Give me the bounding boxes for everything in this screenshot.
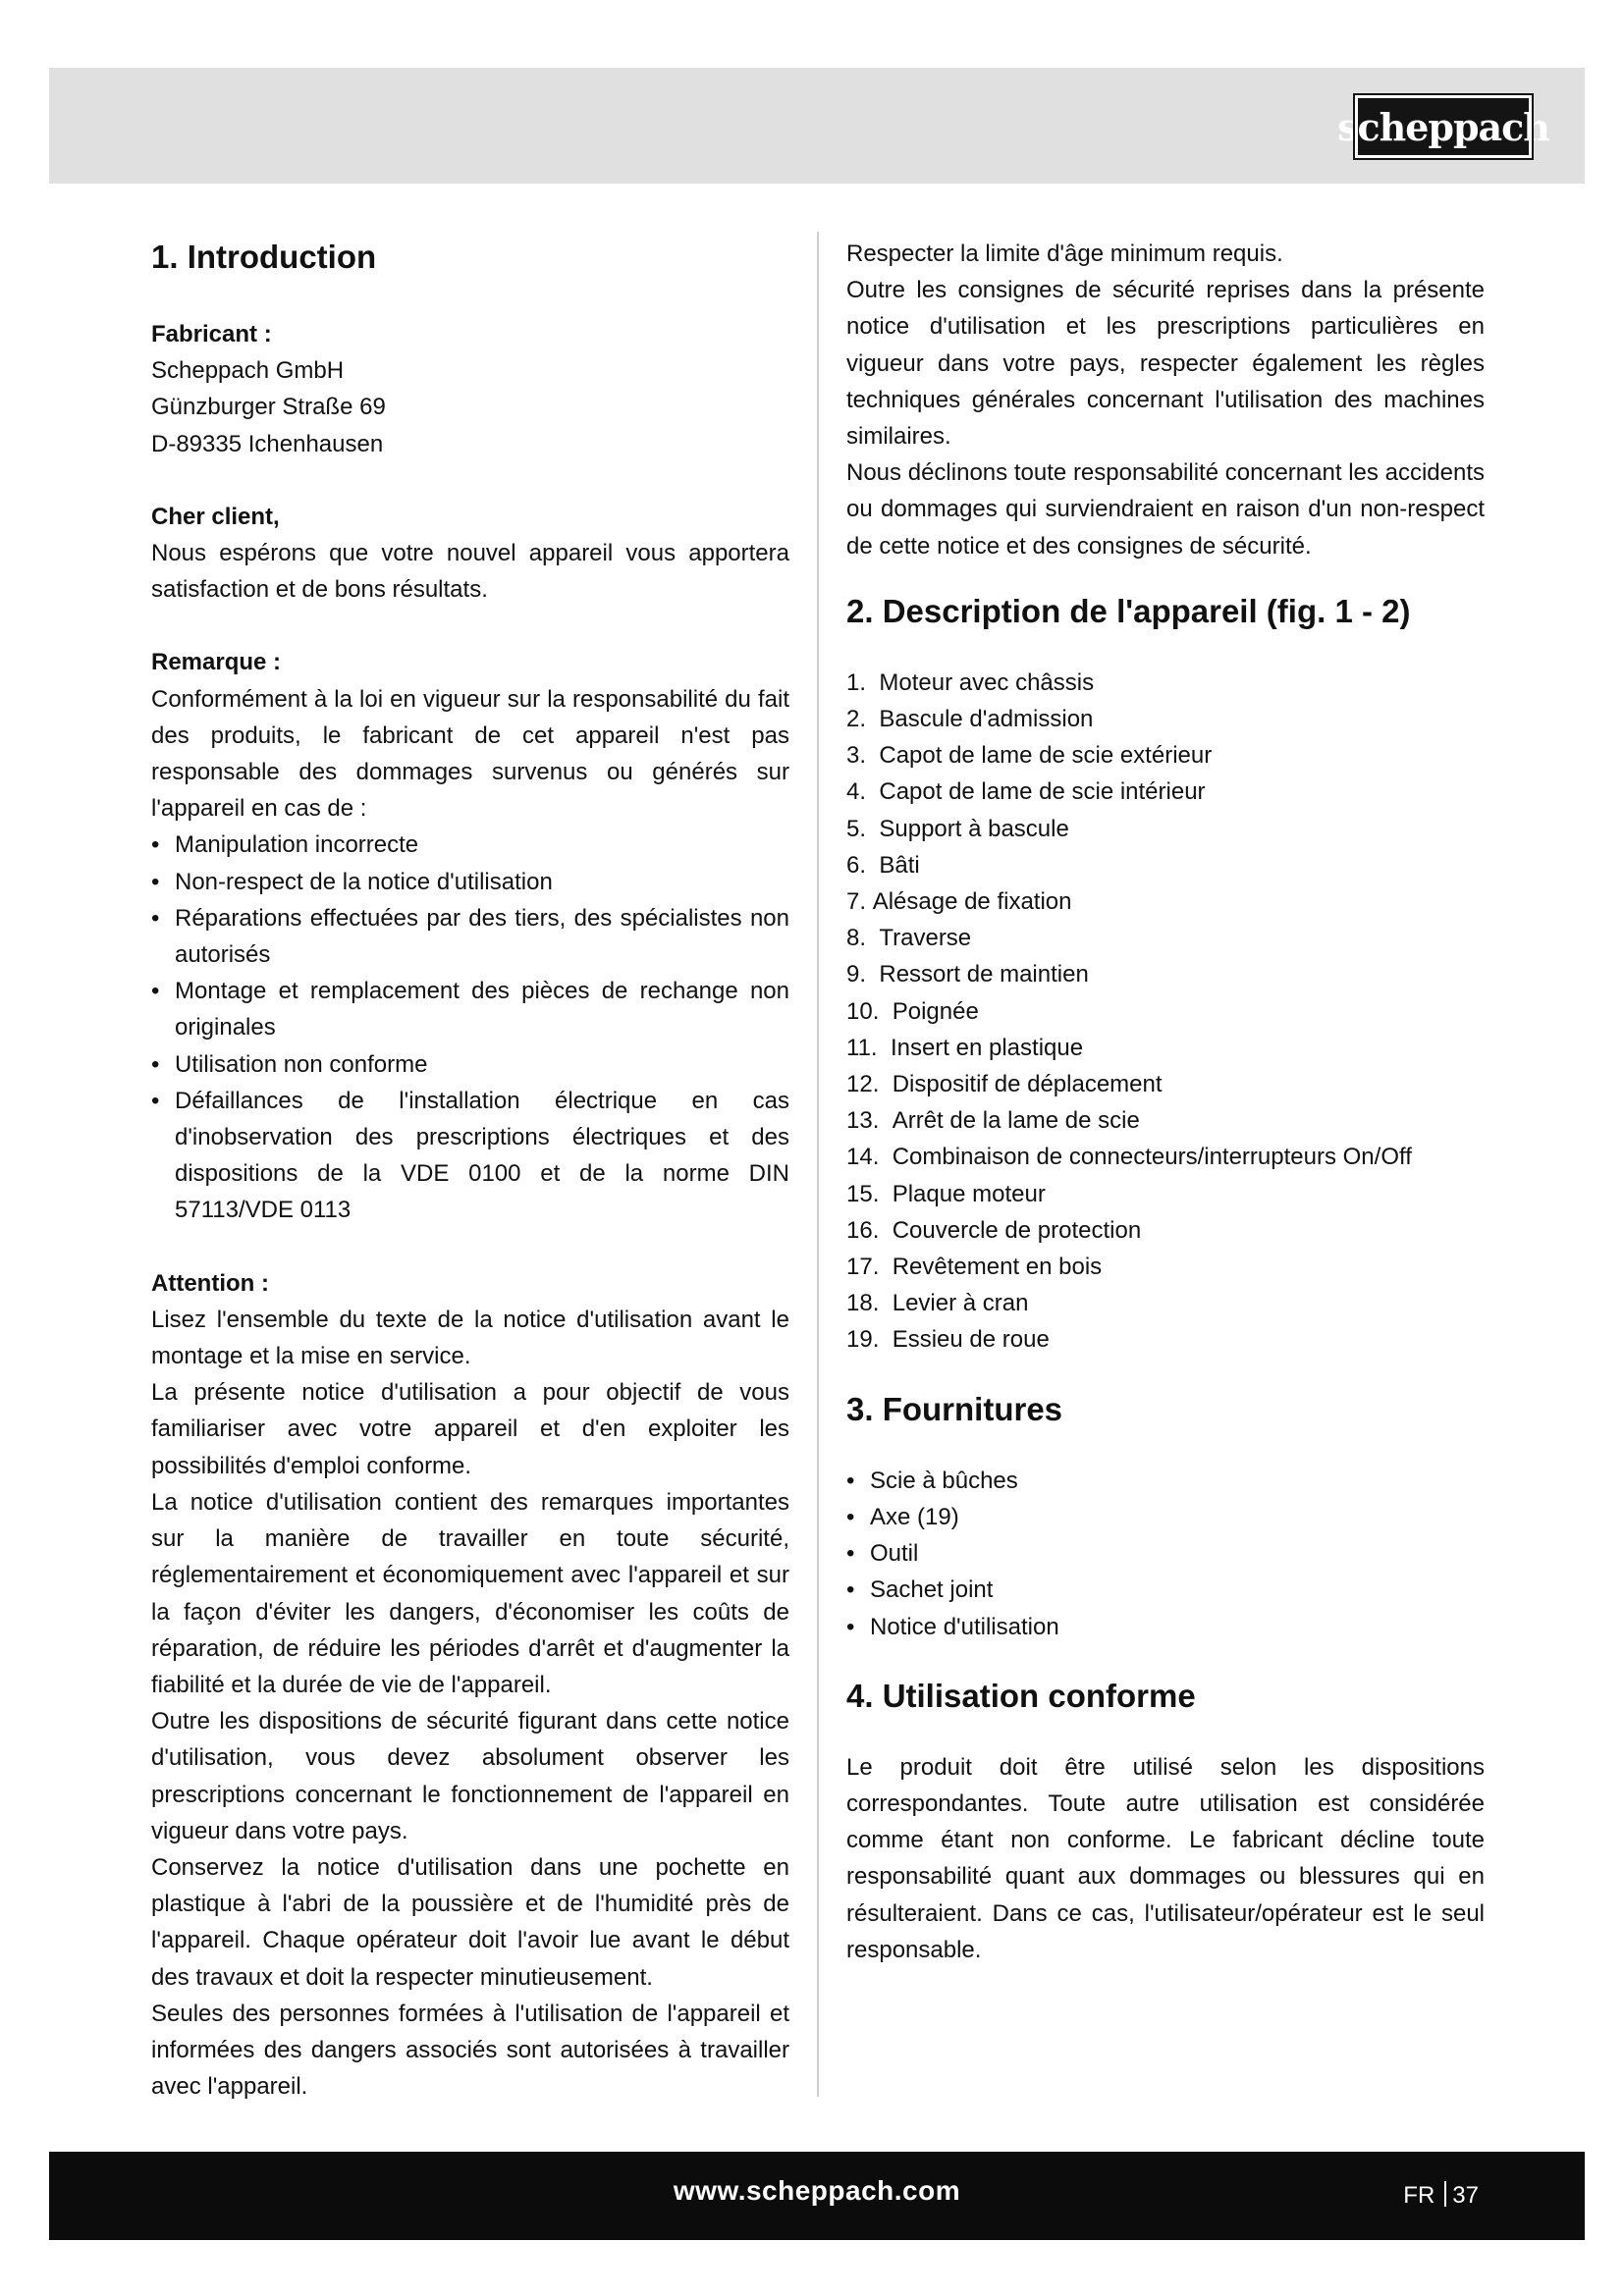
list-item: 15. Plaque moteur	[846, 1180, 1046, 1207]
list-item: • Défaillances de l'installation électrique en cas d'inobservation des prescriptions électriques et des dispositions de la VDE 0100 et de la norme DIN 57113/VDE 0113	[151, 1083, 789, 1229]
list-item: 4. Capot de lame de scie intérieur	[846, 778, 1206, 806]
column-divider	[817, 232, 819, 2097]
intended-use-text: Le produit doit être utilisé selon les dispositions correspondantes. Toute autre utilisation est considérée comme étant non conforme. Le fabricant décline toute responsabilité quant aux dommages ou blessures qui en résulteraient. Dans ce cas, l'utilisateur/opérateur est le seul responsable.	[846, 1753, 1485, 1963]
remarque-text: Conformément à la loi en vigueur sur la responsabilité du fait des produits, le fabricant de cet appareil n'est pas responsable des dommages survenus ou générés sur l'appareil en cas de :	[151, 685, 789, 823]
address-line: Günzburger Straße 69	[151, 394, 386, 421]
page-number: 37	[1452, 2182, 1479, 2209]
list-item: 10. Poignée	[846, 997, 979, 1025]
address-line: D-89335 Ichenhausen	[151, 430, 384, 457]
list-item: 9. Ressort de maintien	[846, 961, 1089, 988]
list-item: • Manipulation incorrecte	[151, 827, 789, 863]
parts-list	[846, 665, 1485, 1359]
page-indicator	[1403, 2181, 1479, 2210]
section-2-title: 2. Description de l'appareil (fig. 1 - 2)	[846, 592, 1411, 629]
list-item: • Montage et remplacement des pièces de rechange non originales	[151, 973, 789, 1045]
header-band	[49, 68, 1585, 184]
list-item: • Réparations effectuées par des tiers, des spécialistes non autorisés	[151, 900, 789, 973]
left-column	[151, 236, 789, 2105]
attention-paragraph: Seules des personnes formées à l'utilisation de l'appareil et informées des dangers associés sont autorisées à travailler avec l'appareil.	[151, 2000, 789, 2101]
list-item: • Outil	[846, 1535, 1485, 1572]
attention-paragraph: Lisez l'ensemble du texte de la notice d'utilisation avant le montage et la mise en service.	[151, 1306, 789, 1370]
list-item: 7. Alésage de fixation	[846, 888, 1072, 916]
list-item: 12. Dispositif de déplacement	[846, 1071, 1163, 1098]
list-item: 3. Capot de lame de scie extérieur	[846, 742, 1213, 770]
remarque-list	[151, 827, 789, 1228]
client-text: Nous espérons que votre nouvel appareil vous apportera satisfaction et de bons résultats.	[151, 540, 789, 604]
attention-paragraph: La présente notice d'utilisation a pour objectif de vous familiariser avec votre appareil et d'en exploiter les possibilités d'emploi conforme.	[151, 1379, 789, 1479]
section-1-title: 1. Introduction	[151, 239, 377, 275]
list-item: • Non-respect de la notice d'utilisation	[151, 864, 789, 900]
list-item: 16. Couvercle de protection	[846, 1216, 1142, 1244]
list-item: 11. Insert en plastique	[846, 1034, 1084, 1061]
list-item: • Sachet joint	[846, 1572, 1485, 1608]
list-item: 14. Combinaison de connecteurs/interrupteurs On/Off	[846, 1144, 1412, 1171]
footer-band	[49, 2152, 1585, 2240]
list-item: 5. Support à bascule	[846, 815, 1069, 842]
list-item: • Notice d'utilisation	[846, 1609, 1485, 1645]
language-code: FR	[1403, 2182, 1435, 2209]
remarque-label: Remarque :	[151, 649, 282, 676]
list-item: 18. Levier à cran	[846, 1290, 1029, 1317]
supplies-list	[846, 1463, 1485, 1645]
list-item: 6. Bâti	[846, 851, 920, 879]
list-item: 13. Arrêt de la lame de scie	[846, 1107, 1140, 1135]
scheppach-logo: scheppach	[1355, 95, 1532, 158]
attention-paragraph: Conservez la notice d'utilisation dans une pochette en plastique à l'abri de la poussière et de l'humidité près de l'appareil. Chaque opérateur doit l'avoir lue avant le début des travaux et doit la respecter minutieusement.	[151, 1853, 789, 1991]
list-item: • Axe (19)	[846, 1499, 1485, 1535]
intro-paragraph: Outre les consignes de sécurité reprises dans la présente notice d'utilisation et les prescriptions particulières en vigueur dans votre pays, respecter également les règles techniques générales concernant l'utilisation des machines similaires.	[846, 277, 1485, 451]
attention-paragraph: La notice d'utilisation contient des remarques importantes sur la manière de travailler en toute sécurité, réglementairement et économiquement avec l'appareil et sur la façon d'éviter les dangers, d'économiser les coûts de réparation, de réduire les périodes d'arrêt et d'augmenter la fiabilité et la durée de vie de l'appareil.	[151, 1488, 789, 1698]
section-3-title: 3. Fournitures	[846, 1390, 1063, 1427]
list-item: 8. Traverse	[846, 925, 972, 952]
list-item: 2. Bascule d'admission	[846, 706, 1094, 733]
address-line: Scheppach GmbH	[151, 357, 345, 385]
list-item: 1. Moteur avec châssis	[846, 668, 1095, 696]
attention-label: Attention :	[151, 1269, 269, 1297]
footer-website-link[interactable]: www.scheppach.com	[673, 2175, 961, 2206]
client-label: Cher client,	[151, 503, 280, 530]
attention-paragraph: Outre les dispositions de sécurité figurant dans cette notice d'utilisation, vous devez absolument observer les prescriptions concernant le fonctionnement de l'appareil en vigueur dans votre pays.	[151, 1708, 789, 1844]
fabricant-label: Fabricant :	[151, 321, 272, 347]
list-item: • Utilisation non conforme	[151, 1046, 789, 1083]
intro-paragraph: Respecter la limite d'âge minimum requis.	[846, 240, 1283, 267]
right-column	[846, 236, 1485, 1968]
section-4-title: 4. Utilisation conforme	[846, 1677, 1196, 1714]
list-item: 17. Revêtement en bois	[846, 1254, 1103, 1281]
separator	[1444, 2181, 1446, 2207]
intro-paragraph: Nous déclinons toute responsabilité concernant les accidents ou dommages qui surviendraient en raison d'un non-respect de cette notice et des consignes de sécurité.	[846, 459, 1485, 560]
list-item: 19. Essieu de roue	[846, 1326, 1050, 1354]
list-item: • Scie à bûches	[846, 1463, 1485, 1499]
